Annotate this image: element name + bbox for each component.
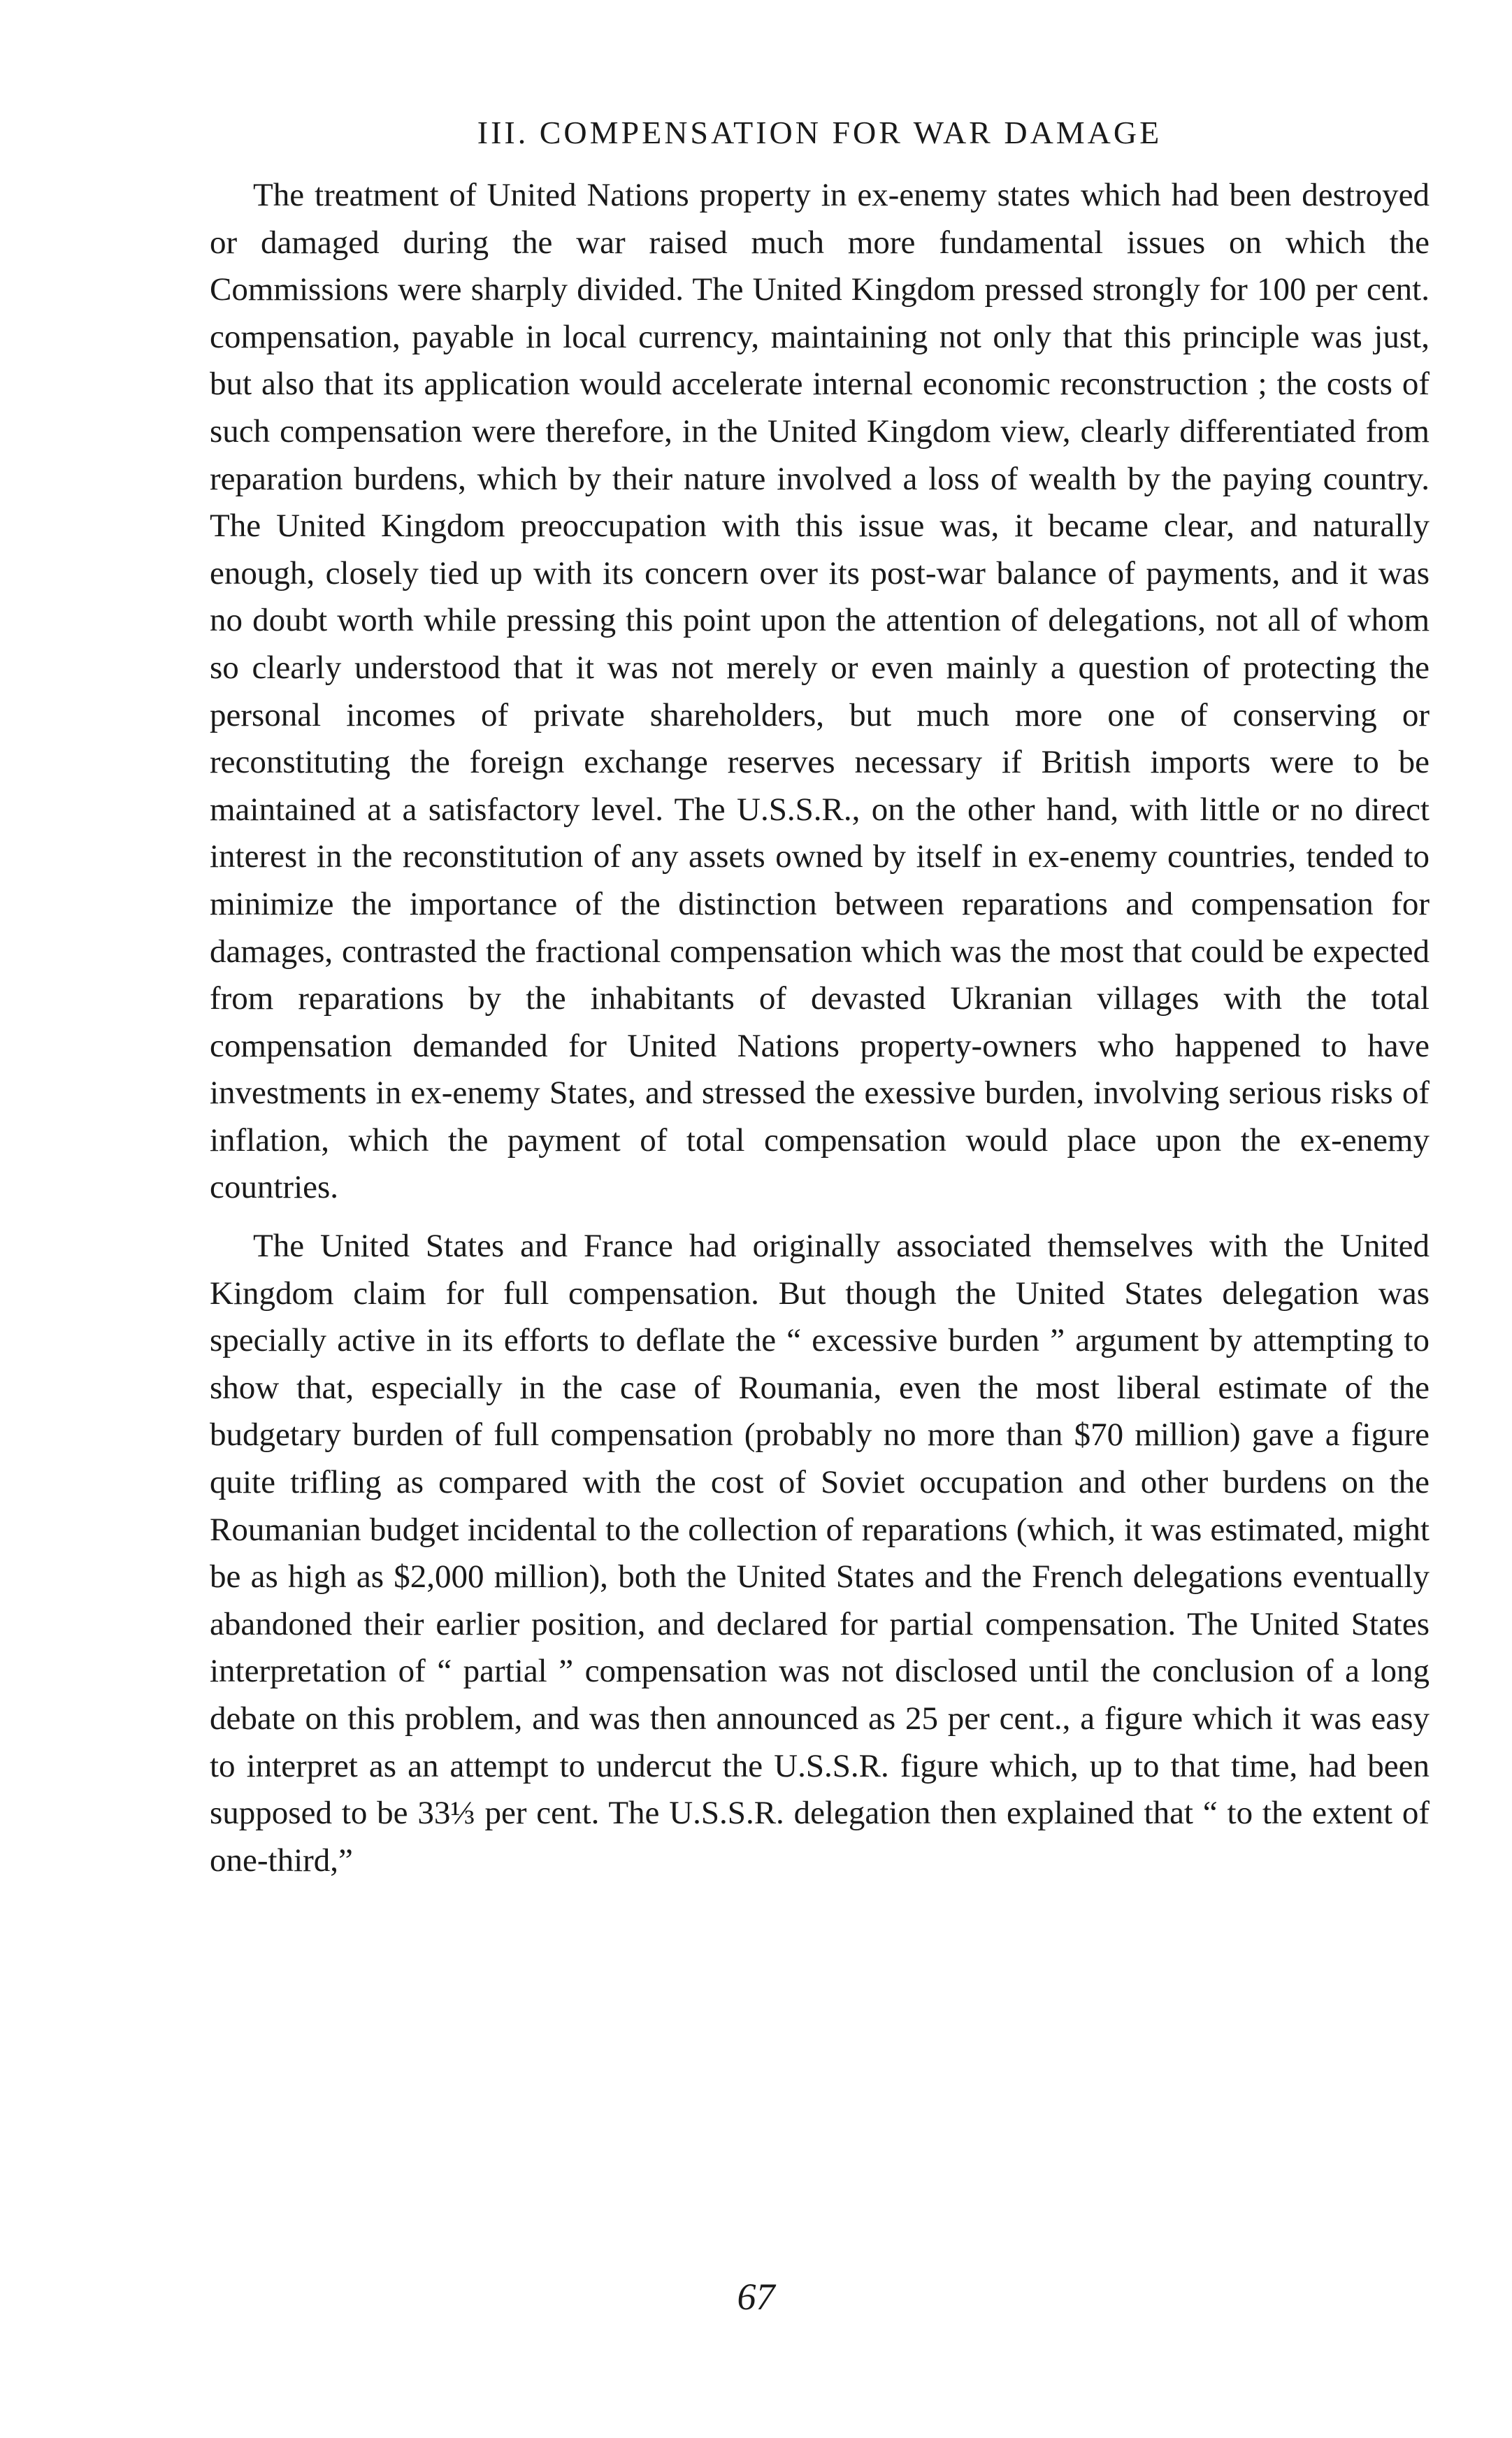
paragraph-compensation-issues: The treatment of United Nations property in ex-enemy states which had been destroyed or damaged during the war raised much more fundamental issues on which the Commissions were sharply divided. The United Kingdom pressed strongly for 100 per cent. compensation, payable in local currency, maintaining not only that this principle was just, but also that its application would accelerate internal economic reconstruction ; the costs of such compensation were therefore, in the United Kingdom view, clearly differentiated from reparation burdens, which by their nature involved a loss of wealth by the paying country. The United Kingdom preoccupation with this issue was, it became clear, and naturally enough, closely tied up with its concern over its post-war balance of payments, and it was no doubt worth while pressing this point upon the attention of delegations, not all of whom so clearly understood that it was not merely or even mainly a question of protecting the personal incomes of private shareholders, but much more one of conserving or reconstituting the foreign exchange reserves necessary if British imports were to be maintained at a satisfactory level. The U.S.S.R., on the other hand, with little or no direct interest in the reconstitution of any assets owned by itself in ex-enemy countries, tended to minimize the importance of the distinction between reparations and compensation for damages, contrasted the fractional compensation which was the most that could be expected from reparations by the inhabitants of devasted Ukranian villages with the total compensation demanded for United Nations property-owners who happened to have investments in ex-enemy States, and stressed the exessive burden, involving serious risks of inflation, which the payment of total compensation would place upon the ex-enemy countries.	[210, 177, 1430, 1206]
page-number: 67	[737, 2276, 775, 2318]
section-heading: III. COMPENSATION FOR WAR DAMAGE	[477, 115, 1162, 150]
paragraph-partial-compensation: The United States and France had originally associated themselves with the United Kingdom claim for full compensation. But though the United States delegation was specially active in its efforts to deflate the “ excessive burden ” argument by attempting to show that, especially in the case of Roumania, even the most liberal estimate of the budgetary burden of full compensation (probably no more than $70 million) gave a figure quite trifling as compared with the cost of Soviet occupation and other burdens on the Roumanian budget incidental to the collection of reparations (which, it was estimated, might be as high as $2,000 million), both the United States and the French delegations eventually abandoned their earlier position, and declared for partial compensation. The United States interpretation of “ partial ” compensation was not disclosed until the conclusion of a long debate on this problem, and was then announced as 25 per cent., a figure which it was easy to interpret as an attempt to undercut the U.S.S.R. figure which, up to that time, had been supposed to be 33⅓ per cent. The U.S.S.R. delegation then explained that “ to the extent of one-third,”	[210, 1228, 1430, 1879]
page-body	[210, 112, 1430, 1895]
